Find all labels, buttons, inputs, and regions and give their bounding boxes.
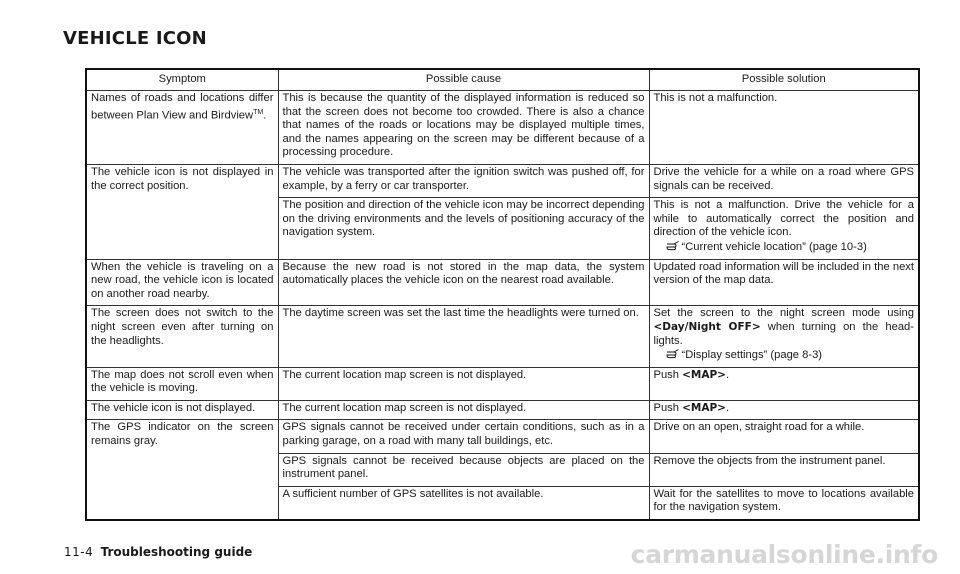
table-row [86, 400, 919, 420]
key-label: <Day/Night OFF> [653, 320, 761, 333]
solution-cell: This is not a malfunction. Drive the vehicle for a while to automatically correct the position and direction of the vehicle icon. “Current vehicle location” (page 10-3) [649, 198, 919, 259]
cause-cell: This is because the quantity of the displayed information is reduced so that the screen does not become too crowded. There is also a chance that names of the roads or locations may be displayed multiple times, and the names appearing on the screen may be different because of a processing procedure. [278, 91, 649, 165]
cause-cell: The daytime screen was set the last time the headlights were turned on. [278, 306, 649, 367]
page-footer [64, 545, 252, 559]
table-row [86, 164, 919, 197]
cause-cell: The position and direction of the vehicle icon may be incorrect depending on the driving environments and the levels of positioning accuracy of the navigation system. [278, 198, 649, 259]
table-row [86, 367, 919, 400]
troubleshooting-table [85, 68, 920, 521]
table-row [86, 420, 919, 453]
table-row [86, 259, 919, 306]
cause-cell: Because the new road is not stored in the map data, the system automatically places the vehicle icon on the nearest road available. [278, 259, 649, 306]
symptom-cell: The vehicle icon is not displayed. [86, 400, 278, 420]
reference-hand-icon [666, 348, 680, 359]
header-symptom: Symptom [86, 69, 278, 91]
solution-cell: Push <MAP>. [649, 400, 919, 420]
solution-cell: Remove the objects from the instrument panel. [649, 453, 919, 486]
cause-cell: GPS signals cannot be received because objects are placed on the instrument panel. [278, 453, 649, 486]
solution-cell: Drive on an open, straight road for a while. [649, 420, 919, 453]
symptom-cell: The vehicle icon is not displayed in the correct position. [86, 164, 278, 259]
cause-cell: The current location map screen is not displayed. [278, 400, 649, 420]
cause-cell: A sufficient number of GPS satellites is not available. [278, 486, 649, 520]
symptom-cell: The map does not scroll even when the vehicle is moving. [86, 367, 278, 400]
solution-cell: Set the screen to the night screen mode using <Day/Night OFF> when turning on the head-lights. “Display settings” (page 8-3) [649, 306, 919, 367]
table-header-row [86, 69, 919, 91]
reference-hand-icon [666, 240, 680, 251]
trademark-mark: TM [253, 108, 264, 116]
cause-cell: The current location map screen is not displayed. [278, 367, 649, 400]
page-reference: “Current vehicle location” (page 10-3) [654, 240, 915, 255]
symptom-cell: Names of roads and locations differ between Plan View and Birdview™. [86, 91, 278, 165]
solution-cell: Wait for the satellites to move to locations available for the navigation system. [649, 486, 919, 520]
key-label: <MAP> [682, 368, 726, 381]
page-number: 11-4 [64, 545, 94, 559]
section-name: Troubleshooting guide [100, 545, 253, 559]
page-title: VEHICLE ICON [63, 28, 207, 49]
cause-cell: GPS signals cannot be received under certain conditions, such as in a parking garage, on a road with many tall buildings, etc. [278, 420, 649, 453]
solution-cell: Push <MAP>. [649, 367, 919, 400]
watermark: carmanualsonline.info [630, 540, 938, 569]
solution-cell: This is not a malfunction. [649, 91, 919, 165]
symptom-cell: The GPS indicator on the screen remains gray. [86, 420, 278, 520]
symptom-cell: When the vehicle is traveling on a new road, the vehicle icon is located on another road nearby. [86, 259, 278, 306]
cause-cell: The vehicle was transported after the ignition switch was pushed off, for example, by a ferry or car transporter. [278, 164, 649, 197]
key-label: <MAP> [682, 401, 726, 414]
header-cause: Possible cause [278, 69, 649, 91]
header-solution: Possible solution [649, 69, 919, 91]
symptom-cell: The screen does not switch to the night screen even after turning on the headlights. [86, 306, 278, 367]
page-reference: “Display settings” (page 8-3) [654, 348, 915, 363]
table-row [86, 91, 919, 165]
solution-cell: Drive the vehicle for a while on a road where GPS signals can be received. [649, 164, 919, 197]
solution-cell: Updated road information will be included in the next version of the map data. [649, 259, 919, 306]
table-row [86, 306, 919, 367]
